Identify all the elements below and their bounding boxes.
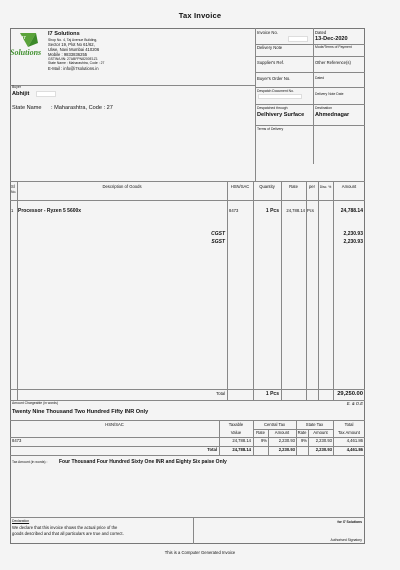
declaration-label: Declaration (12, 519, 30, 523)
dated-value: 13-Dec-2020 (315, 36, 348, 42)
declaration-line-1: We declare that this invoice shows the actual price of the (12, 525, 118, 530)
dated2-label: Dated (315, 76, 325, 80)
eoe-text: E. & O.E (346, 401, 363, 406)
taxcol-total-1: Total (344, 422, 354, 427)
taxcol-taxable-2: Value (230, 430, 242, 435)
mode-terms-label: Mode/Terms of Payment (315, 45, 352, 49)
signature-label: Authorised Signatory (330, 538, 362, 542)
taxtable-row-line (10, 446, 365, 447)
taxrow-central-amount: 2,230.93 (278, 438, 295, 443)
buyer-label: Buyer (12, 85, 21, 89)
despatched-through-value: Delhivery Surface (257, 112, 305, 118)
meta-line (255, 104, 365, 105)
taxcol-state: State Tax (305, 422, 324, 427)
seller-name: I7 Solutions (48, 31, 80, 37)
taxrow-taxable: 24,788.14 (232, 438, 251, 443)
terms-of-delivery-label: Terms of Delivery (257, 127, 284, 131)
item-amount: 24,788.14 (340, 208, 363, 214)
meta-line (255, 87, 365, 88)
col-rate: Rate (289, 184, 298, 189)
amount-words-label: Amount Chargeable (in words) (12, 401, 58, 405)
taxcol-central-rate: Rate (256, 430, 265, 435)
col-quantity: Quantity (259, 184, 275, 189)
col-no: No. (11, 190, 17, 194)
meta-line (255, 72, 365, 73)
col-description: Description of Goods (102, 184, 142, 189)
taxtotal-state: 2,230.93 (315, 447, 332, 452)
invoice-no-label: Invoice No. (257, 30, 278, 35)
taxcol-total-2: Tax Amount (338, 430, 360, 435)
item-per: Pcs (307, 208, 314, 213)
col-line (281, 181, 282, 400)
tax-sgst-amount: 2,230.93 (343, 239, 363, 245)
col-per: per (308, 184, 316, 189)
tax-cgst-amount: 2,230.93 (343, 231, 363, 237)
taxtotal-central: 2,230.93 (278, 447, 295, 452)
tax-words-label: Tax Amount (in words) : (12, 460, 48, 464)
meta-line (255, 125, 365, 126)
items-top-line (10, 181, 365, 182)
despatched-through-label: Despatched through (257, 106, 288, 110)
tax-sgst-label: SGST (211, 239, 225, 245)
declaration-line-2: goods described and that all particulars are true and correct. (12, 531, 124, 536)
taxtable-header-line (10, 437, 365, 438)
total-label: Total (216, 391, 225, 396)
taxtotal-total: 4,461.86 (346, 447, 363, 452)
total-amount: 29,250.00 (337, 391, 363, 397)
seller-address-line: Sector 19, Plot No 61/62, (48, 42, 95, 47)
taxcol-state-amount: Amount (313, 430, 328, 435)
col-line (306, 181, 307, 400)
amount-words-value: Twenty Nine Thousand Two Hundred Fifty INR Only (12, 409, 149, 415)
delivery-note-date-label: Delivery Note Date (315, 92, 344, 96)
taxcol-central: Central Tax (263, 422, 286, 427)
taxrow-central-rate: 9% (260, 438, 267, 443)
despatch-doc-label: Despatch Document No. (257, 89, 294, 93)
item-sl: 1 (11, 208, 14, 213)
signature-for: for I7 Solutions (337, 520, 362, 524)
taxrow-state-amount: 2,230.93 (315, 438, 332, 443)
document-title: Tax Invoice (178, 11, 222, 20)
redacted-despatch-doc (258, 94, 302, 99)
buyers-order-label: Buyer's Order No. (257, 76, 291, 81)
item-description: Processor - Ryzen 5 5600x (18, 208, 82, 214)
destination-label: Destination (315, 106, 332, 110)
logo-mark-text: I7 (22, 35, 26, 40)
taxcol-central-amount: Amount (274, 430, 290, 435)
tax-words-value: Four Thousand Four Hundred Sixty One INR and Eighty Six paise Only (59, 459, 227, 465)
meta-divider (313, 28, 314, 164)
taxtable-top-line (10, 420, 365, 421)
other-ref-label: Other Reference(s) (315, 60, 351, 65)
col-sl: Sl (11, 184, 15, 189)
seller-email: E-Mail : info@i7solutions.in (48, 66, 99, 71)
seller-address-line: Shop No. 4, Taj Avenue Building, (48, 38, 98, 42)
seller-gstin: GSTIN/UIN: 27ABFPN8200E1Z1 (48, 57, 98, 61)
buyer-line (10, 85, 255, 86)
seller-mobile: Mobile : 9833836255 (48, 52, 88, 57)
buyer-name: Abhijit (12, 91, 30, 97)
buyer-state-value: : Maharashtra, Code : 27 (51, 105, 113, 111)
taxrow-total: 4,461.86 (346, 438, 363, 443)
seller-address-line: Ulwe, Navi Mumbai 410206 (48, 47, 100, 52)
col-line (318, 181, 319, 400)
col-disc: Disc. % (319, 185, 332, 189)
dated-label: Dated (315, 30, 327, 35)
col-line (227, 181, 228, 400)
taxcol-taxable-1: Taxable (228, 422, 244, 427)
taxrow-hsn: 8473 (12, 438, 22, 443)
delivery-note-label: Delivery Note (257, 45, 283, 50)
col-hsn: HSN/SAC (230, 184, 250, 189)
redacted-invoice-no (288, 36, 308, 42)
total-quantity: 1 Pcs (265, 391, 279, 397)
item-rate: 24,788.14 (286, 208, 305, 213)
item-hsn: 8473 (229, 208, 239, 213)
destination-value: Ahmednagar (315, 112, 350, 118)
suppliers-ref-label: Supplier's Ref. (257, 60, 285, 65)
tax-cgst-label: CGST (211, 231, 225, 237)
buyer-state-label: State Name (12, 105, 42, 111)
redacted-buyer (36, 91, 56, 97)
items-header-line (10, 200, 365, 201)
col-amount: Amount (341, 184, 357, 189)
total-bottom-line (10, 400, 365, 401)
signature-divider (193, 517, 194, 544)
computer-generated-note: This is a Computer Generated Invoice (164, 550, 236, 555)
taxcol-hsn: HSN/SAC (105, 422, 124, 427)
declaration-line (10, 517, 365, 518)
taxrow-state-rate: 9% (300, 438, 307, 443)
logo-wordmark: Solutions (10, 48, 42, 57)
seller-state: State Name : Maharashtra, Code : 27 (48, 61, 105, 65)
total-top-line (10, 389, 365, 390)
meta-line (255, 56, 365, 57)
taxtotal-taxable: 24,788.14 (232, 447, 251, 452)
taxtable-bottom-line (10, 455, 365, 456)
item-quantity: 1 Pcs (265, 208, 279, 214)
taxcol-state-rate: Rate (297, 430, 307, 435)
taxtotal-label: Total (207, 447, 217, 452)
